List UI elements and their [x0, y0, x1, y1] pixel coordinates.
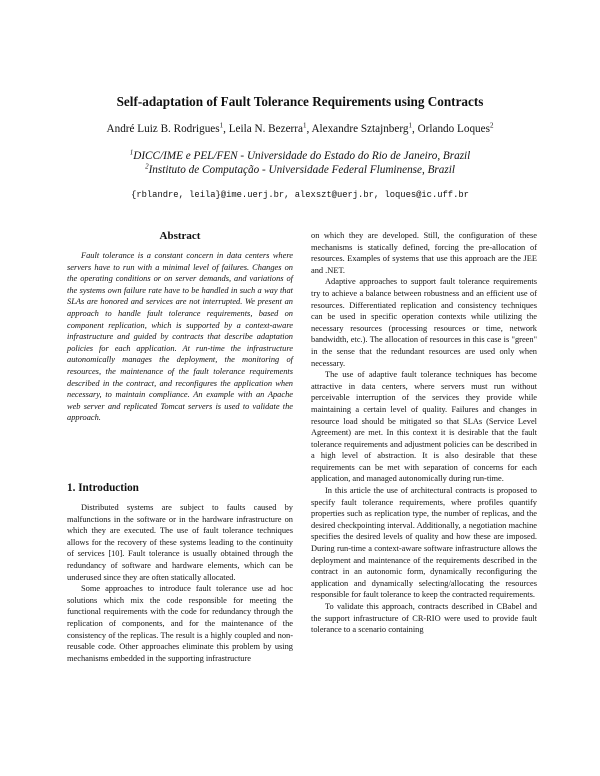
- right-column-body: [311, 230, 537, 636]
- author-name: Alexandre Sztajnberg: [311, 123, 409, 135]
- author-name: André Luiz B. Rodrigues: [106, 123, 220, 135]
- paragraph: Distributed systems are subject to faults caused by malfunctions in the software or in the hardware infrastructure on which they are executed. The use of fault tolerance techniques allows for the recovery of these systems leading to the continuity of services [10]. Fault tolerance is usually obtained through the redundancy of software and hardware elements, which can be underused since they are often statically allocated.: [67, 503, 293, 582]
- author-sup: 1: [302, 121, 307, 130]
- author-name: Orlando Loques: [417, 123, 490, 135]
- affiliation-text: DICC/IME e PEL/FEN - Universidade do Estado do Rio de Janeiro, Brazil: [133, 150, 471, 162]
- affiliation-sup: 1: [129, 148, 134, 157]
- author-sup: 1: [408, 121, 412, 130]
- paragraph: Adaptive approaches to support fault tolerance requirements try to achieve a balance between robustness and an efficient use of resources. Differentiated replication and consistency techniques can be used in specific operation contexts while utilizing the necessary resources (processing resources or time, network bandwidth, etc.). The allocation of resources in this case is "green" in the sense that the redundant resources are used only when necessary.: [311, 277, 537, 368]
- left-column-body: [67, 502, 293, 664]
- paragraph: To validate this approach, contracts described in CBabel and the support infrastructure of CR-RIO were used to provide fault tolerance to a scenario containing: [311, 602, 537, 635]
- paragraph: on which they are developed. Still, the configuration of these mechanisms is statically defined, forcing the pre-allocation of resources. Examples of systems that use this approach are the JEE and .NET.: [311, 231, 537, 275]
- paragraph: In this article the use of architectural contracts is proposed to specify fault tolerance requirements, where profiles quantify properties such as replication type, the number of replicas, and the desired checkpointing interval. Additionally, a negotiation machine specifies the desired levels of quality and how these are imposed. During run-time a context-aware software infrastructure allows the deployment and maintenance of the requirements described in the contract in an autonomic form, dynamically reconfiguring the application and dynamically selecting/allocating the resources responsible for fault tolerance to keep the contracted requirements.: [311, 486, 537, 600]
- abstract-text: Fault tolerance is a constant concern in data centers where servers have to run with a minimal level of failures. Changes on the operating conditions or on server demands, and variations of the systems own failure rate have to be handled in such a way that SLAs are honored and services are not interrupted. We present an approach to handle fault tolerance requirements, based on component replication, which is supported by a context-aware infrastructure and guided by contracts that describe adaptation policies for each application. At run-time the infrastructure autonomically manages the deployment, the monitoring of resources, the maintenance of the fault tolerance requirements described in the contract, and reconfigures the application when necessary, to maintain compliance. An example with an Apache web server and replicated Tomcat servers is used to validate the approach.: [67, 251, 293, 423]
- affiliation-sup: 2: [145, 162, 149, 171]
- affiliation-text: Instituto de Computação - Universidade Federal Fluminense, Brazil: [148, 164, 455, 176]
- author-sup: 1: [219, 121, 224, 130]
- section-heading: 1. Introduction: [67, 482, 139, 494]
- abstract-heading: Abstract: [159, 230, 201, 242]
- paper-title: Self-adaptation of Fault Tolerance Requirements using Contracts: [116, 94, 484, 109]
- abstract-body: [67, 250, 293, 424]
- author-sup: 2: [489, 121, 494, 130]
- paragraph: The use of adaptive fault tolerance techniques has become attractive in data centers, where servers must run without perceivable interruption of the services they provide while maintaining a certain level of quality. Failures and changes in resource load should be mitigated so that SLAs (Service Level Agreement) are met. In this context it is desirable that the fault tolerance requirements and adjustment policies can be described in a high level of abstraction. It is also desirable that these requirements can be met with separation of concerns for each application, and managed autonomically during run-time.: [311, 370, 537, 484]
- affiliation-2: [0, 164, 600, 176]
- author-emails: {rblandre, leila}@ime.uerj.br, alexszt@uerj.br, loques@ic.uff.br: [131, 190, 469, 200]
- affiliation-1: [0, 150, 600, 162]
- author-list: André Luiz B. Rodrigues$^1$, Leila N. Bezerra$^1$, Alexandre Sztajnberg$^1$, Orlando Loques$^2$: [106, 121, 494, 135]
- paragraph: Some approaches to introduce fault tolerance use ad hoc solutions which mix the code responsible for meeting the functional requirements with the code for redundancy through the replication of components, and for the maintenance of the consistency of the replicas. The result is a highly coupled and non-reusable code. Other approaches eliminate this problem by using mechanisms embedded in the supporting infrastructure: [67, 584, 293, 663]
- author-name: Leila N. Bezerra: [228, 123, 303, 135]
